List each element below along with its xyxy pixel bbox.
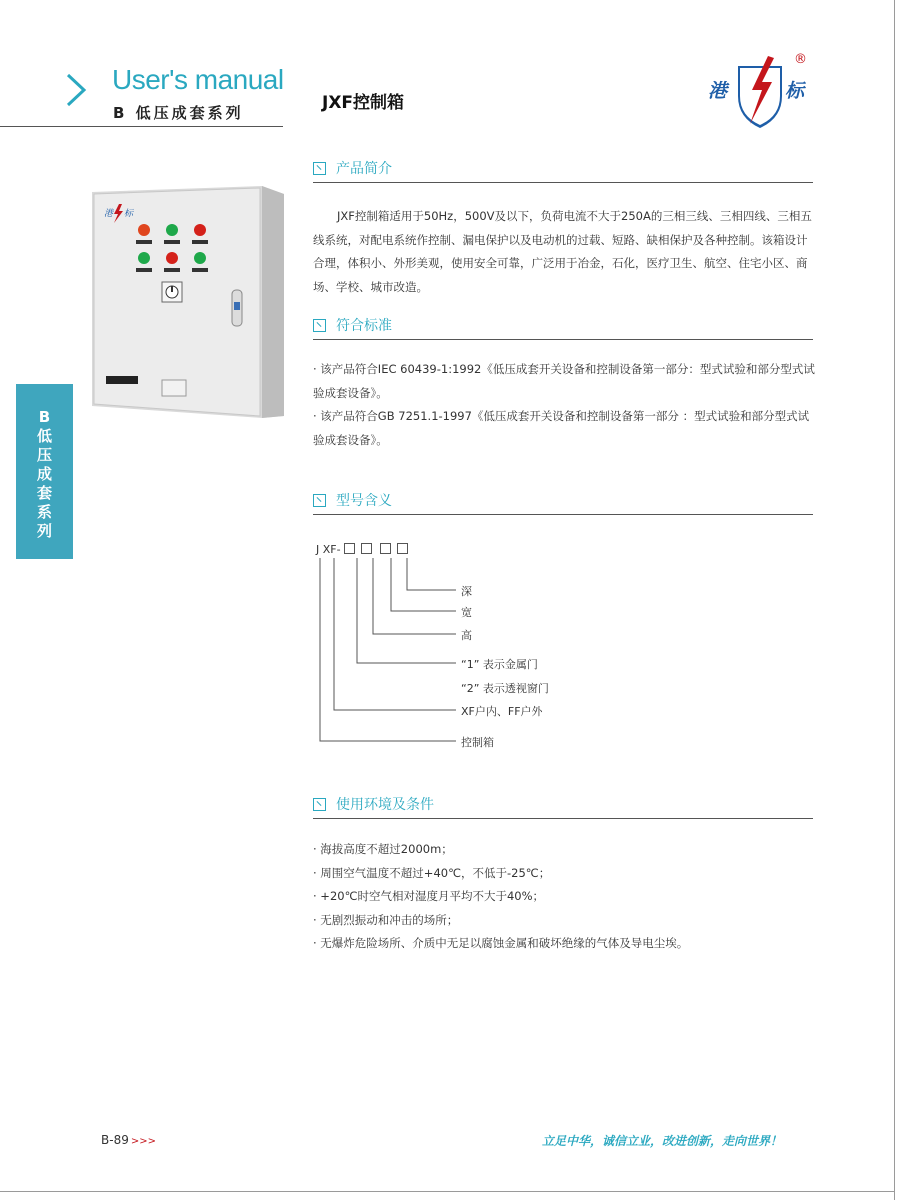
side-tab-char: 低 <box>36 427 52 445</box>
environment-item: · +20℃时空气相对湿度月平均不大于40%； <box>313 889 545 903</box>
standard-item: · 该产品符合GB 7251.1-1997《低压成套开关设备和控制设备第一部分 ：型式试验和部分型式试验成套设备》。 <box>313 409 810 447</box>
model-label-control-box: 控制箱 <box>461 736 494 749</box>
standard-item: · 该产品符合IEC 60439-1:1992《低压成套开关设备和控制设备第一部分：型式试验和部分型式试验成套设备》。 <box>313 362 815 400</box>
page-number <box>101 1133 156 1147</box>
logo-char-right: 标 <box>785 80 805 102</box>
environment-item: · 无剧烈振动和冲击的场所； <box>313 912 459 927</box>
side-tab-char: B <box>38 408 51 426</box>
arrow-box-icon <box>313 798 326 811</box>
section-title-intro: 产品简介 <box>336 161 392 177</box>
side-tab-char: 套 <box>36 484 52 502</box>
model-code-prefix: J XF- <box>316 543 341 556</box>
model-label-depth: 深 <box>461 585 472 598</box>
intro-paragraph: JXF控制箱适用于50Hz，500V及以下，负荷电流不大于250A的三相三线、三相四线、三相五线系统，对配电系统作控制、漏电保护以及电动机的过载、短路、缺相保护及各种控制。该箱设计合理，体积小、外形美观，使用安全可靠，广泛用于冶金，石化，医疗卫生、航空、住宅小区、商场、学校、城市改造。 <box>313 209 812 294</box>
model-label-height: 高 <box>461 629 472 642</box>
svg-text:港: 港 <box>104 209 114 219</box>
environment-item: · 无爆炸危险场所、介质中无足以腐蚀金属和破坏绝缘的气体及导电尘埃。 <box>313 936 689 950</box>
registered-mark: ® <box>794 52 807 67</box>
section-title-standards: 符合标准 <box>336 318 392 334</box>
series-subtitle: B 低压成套系列 <box>113 104 244 122</box>
side-tab-char: 压 <box>36 446 52 464</box>
section-header-environment <box>313 796 813 819</box>
page-number-text: B-89 <box>101 1133 129 1147</box>
environment-item: · 海拔高度不超过2000m； <box>313 842 453 856</box>
manual-title: User's manual <box>112 64 284 95</box>
side-tab-char: 系 <box>36 503 52 521</box>
model-label-window-door: “2” 表示透视窗门 <box>461 682 549 695</box>
product-title: JXF控制箱 <box>322 93 405 113</box>
environment-item: · 周围空气温度不超过+40℃，不低于-25℃； <box>313 865 551 880</box>
model-label-metal-door: “1” 表示金属门 <box>461 658 538 671</box>
page-arrows: >>> <box>130 1136 156 1147</box>
footer-slogan: 立足中华，诚信立业，改进创新，走向世界！ <box>542 1134 783 1148</box>
section-title-model: 型号含义 <box>336 493 392 509</box>
svg-text:标: 标 <box>124 209 134 219</box>
model-label-indoor-outdoor: XF户内、FF户外 <box>461 705 543 718</box>
section-title-environment: 使用环境及条件 <box>336 797 434 813</box>
logo-char-left: 港 <box>708 80 728 102</box>
side-tab-char: 列 <box>36 522 52 540</box>
side-tab-char: 成 <box>36 465 52 483</box>
environment-list <box>313 838 818 956</box>
model-label-width: 宽 <box>461 606 472 619</box>
